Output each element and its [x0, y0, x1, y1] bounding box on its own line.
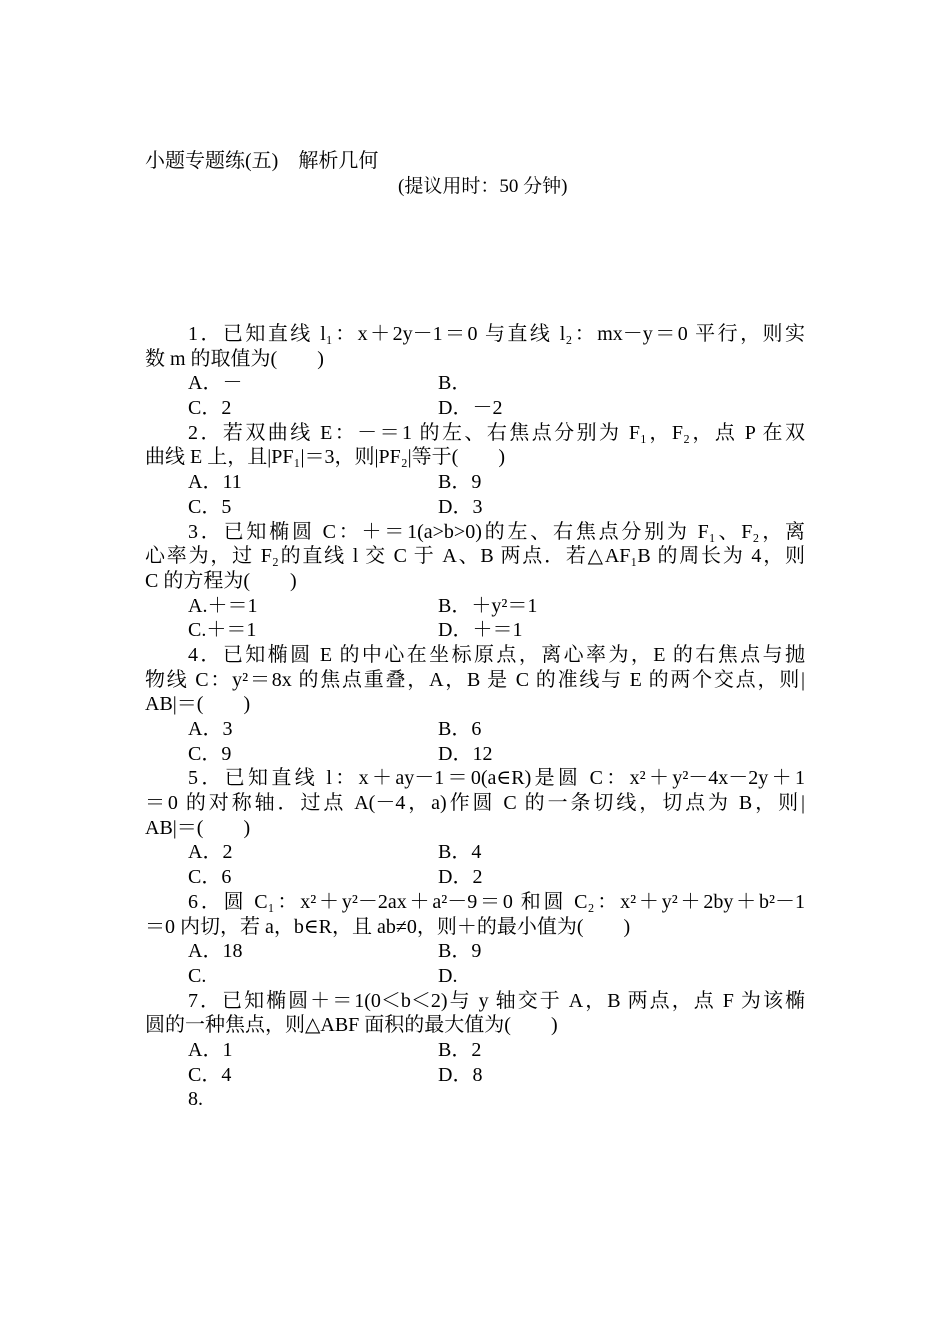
answer-option: A．2: [188, 841, 233, 864]
answer-option: A．11: [188, 471, 242, 494]
answer-option: C．2: [188, 397, 232, 420]
answer-option: D．－2: [438, 397, 503, 420]
answer-option: B．4: [438, 841, 482, 864]
question-text: 曲线 E 上，且|PF₁|＝3，则|PF₂|等于( ): [145, 446, 505, 469]
option-row: [145, 594, 805, 619]
question-text: 7．已知椭圆＋＝1(0＜b＜2)与 y 轴交于 A，B 两点，点 F 为该椭: [188, 989, 805, 1012]
question-2: [145, 421, 805, 520]
question-7: [145, 989, 805, 1088]
answer-option: B．2: [438, 1038, 482, 1061]
question-3: [145, 520, 805, 643]
option-row: [145, 470, 805, 495]
answer-option: C.: [188, 964, 207, 987]
question-text: 5．已知直线 l：x＋ay－1＝0(a∈R)是圆 C：x²＋y²－4x－2y＋1: [188, 767, 805, 790]
question-stem-continued: [145, 668, 805, 693]
question-stem: [145, 1087, 805, 1112]
answer-option: B．9: [438, 940, 482, 963]
question-stem-continued: [145, 544, 805, 569]
question-text: 数 m 的取值为( ): [145, 347, 324, 370]
option-row: [145, 1063, 805, 1088]
answer-option: B．＋y²＝1: [438, 594, 538, 617]
question-text: 心率为，过 F₂的直线 l 交 C 于 A、B 两点．若△AF₁B 的周长为 4，则: [145, 545, 805, 568]
answer-option: B．: [438, 372, 472, 395]
answer-option: D．3: [438, 495, 483, 518]
answer-option: A．18: [188, 940, 243, 963]
option-row: [145, 939, 805, 964]
question-stem: [145, 322, 805, 347]
question-text: 1．已知直线 l₁：x＋2y－1＝0 与直线 l₂：mx－y＝0 平行，则实: [188, 323, 805, 345]
question-text: 3．已知椭圆 C：＋＝1(a>b>0)的左、右焦点分别为 F₁、F₂，离: [188, 520, 805, 543]
question-stem-continued: [145, 347, 805, 372]
question-stem: [145, 421, 805, 446]
answer-option: C．9: [188, 742, 232, 765]
time-suggestion: (提议用时：50 分钟): [398, 176, 568, 197]
answer-option: D．＋＝1: [438, 619, 523, 642]
answer-option: C.＋＝1: [188, 619, 257, 642]
question-text: 6．圆 C₁：x²＋y²－2ax＋a²－9＝0 和圆 C₂：x²＋y²＋2by＋b²－1: [188, 890, 805, 913]
option-row: [145, 371, 805, 396]
question-5: [145, 766, 805, 889]
option-row: [145, 964, 805, 989]
answer-option: C．5: [188, 495, 232, 518]
option-row: [145, 717, 805, 742]
question-stem: [145, 890, 805, 915]
question-text: ＝0 的对称轴．过点 A(－4，a)作圆 C 的一条切线，切点为 B，则|: [145, 792, 805, 815]
question-8: [145, 1087, 805, 1112]
answer-option: A．－: [188, 372, 243, 395]
question-stem-continued: [145, 1013, 805, 1038]
option-row: [145, 618, 805, 643]
question-list: [145, 322, 805, 1112]
question-text: 2．若双曲线 E：－＝1 的左、右焦点分别为 F₁，F₂，点 P 在双: [188, 421, 805, 444]
answer-option: D．2: [438, 866, 483, 889]
question-stem-continued: [145, 445, 805, 470]
question-1: [145, 322, 805, 421]
option-row: [145, 840, 805, 865]
question-stem-continued: [145, 569, 805, 594]
question-text: ＝0 内切，若 a，b∈R，且 ab≠0，则＋的最小值为( ): [145, 915, 631, 938]
question-text: AB|＝( ): [145, 816, 251, 839]
option-row: [145, 865, 805, 890]
answer-option: A．1: [188, 1038, 233, 1061]
option-row: [145, 1038, 805, 1063]
question-stem: [145, 520, 805, 545]
answer-option: B．9: [438, 471, 482, 494]
answer-option: D．8: [438, 1063, 483, 1086]
question-text: 圆的一种焦点，则△ABF 面积的最大值为( ): [145, 1014, 558, 1037]
question-stem-continued: [145, 915, 805, 940]
question-stem: [145, 766, 805, 791]
question-stem: [145, 989, 805, 1014]
answer-option: C．6: [188, 866, 232, 889]
question-stem: [145, 643, 805, 668]
question-text: 8.: [188, 1088, 203, 1111]
question-text: 4．已知椭圆 E 的中心在坐标原点，离心率为，E 的右焦点与抛: [188, 643, 805, 666]
option-row: [145, 495, 805, 520]
answer-option: A．3: [188, 718, 233, 740]
option-row: [145, 742, 805, 767]
question-text: C 的方程为( ): [145, 569, 297, 592]
page-title: 小题专题练(五) 解析几何: [145, 150, 379, 172]
answer-option: D.: [438, 964, 458, 987]
answer-option: C．4: [188, 1063, 232, 1086]
question-text: 物线 C：y²＝8x 的焦点重叠，A，B 是 C 的准线与 E 的两个交点，则|: [145, 668, 805, 691]
question-4: [145, 643, 805, 766]
question-text: AB|＝( ): [145, 693, 251, 716]
question-6: [145, 890, 805, 989]
option-row: [145, 396, 805, 421]
answer-option: A.＋＝1: [188, 594, 258, 617]
question-stem-continued: [145, 692, 805, 717]
answer-option: D．12: [438, 742, 493, 765]
question-stem-continued: [145, 791, 805, 816]
question-stem-continued: [145, 816, 805, 841]
answer-option: B．6: [438, 718, 482, 740]
